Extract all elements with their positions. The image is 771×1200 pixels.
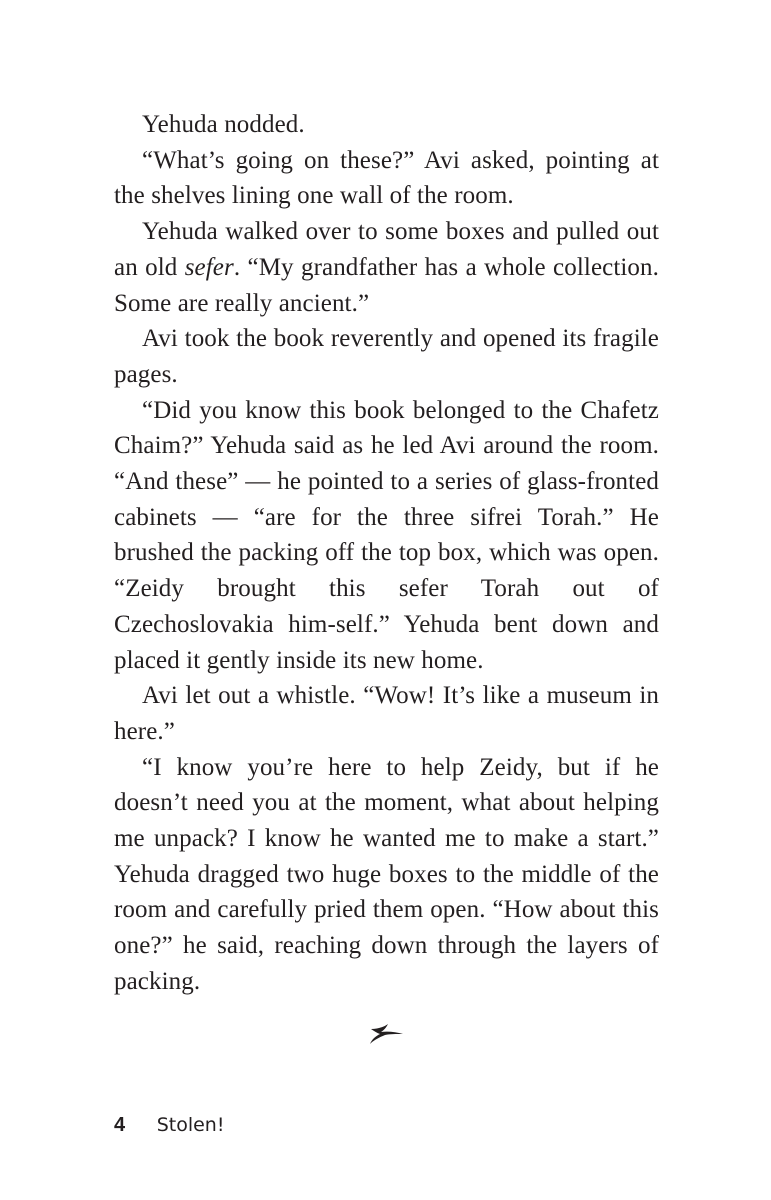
paragraph (114, 214, 659, 321)
paragraph: Avi let out a whistle. “Wow! It’s like a museum in here.” (114, 682, 659, 745)
page-footer (114, 1113, 224, 1137)
paragraph: “I know you’re here to help Zeidy, but if he doesn’t need you at the moment, what about helping me unpack? I know he wanted me to make a start.” Yehuda dragged two huge boxes to the middle of the room and carefully pried them open. “How about this one?” he said, reaching down through the layers of packing. (114, 753, 659, 995)
paragraph: “Did you know this book belonged to the Chafetz Chaim?” Yehuda said as he led Avi around the room. “And these” — he pointed to a series of glass-fronted cabinets — “are for the three sifrei Torah.” He brushed the packing off the top box, which was open. “Zeidy brought this sefer Torah out of Czechoslovakia him-self.” Yehuda bent down and placed it gently inside its new home. (114, 396, 659, 674)
page-number: 4 (114, 1114, 126, 1136)
body-text (114, 107, 659, 1000)
paragraph: “What’s going on these?” Avi asked, pointing at the shelves lining one wall of the room. (114, 146, 659, 210)
paragraph-text-before: Yehuda walked over to some boxes and pulled out an old (114, 218, 659, 281)
scene-break-ornament-icon (366, 1020, 406, 1046)
paragraph: Yehuda nodded. (142, 111, 305, 138)
running-title: Stolen! (156, 1114, 225, 1136)
paragraph-text-after: . “My grandfather has a whole collection. Some are really ancient.” (114, 253, 659, 317)
paragraph: Avi took the book reverently and opened its fragile pages. (114, 325, 659, 388)
italic-term: sefer (184, 253, 234, 281)
